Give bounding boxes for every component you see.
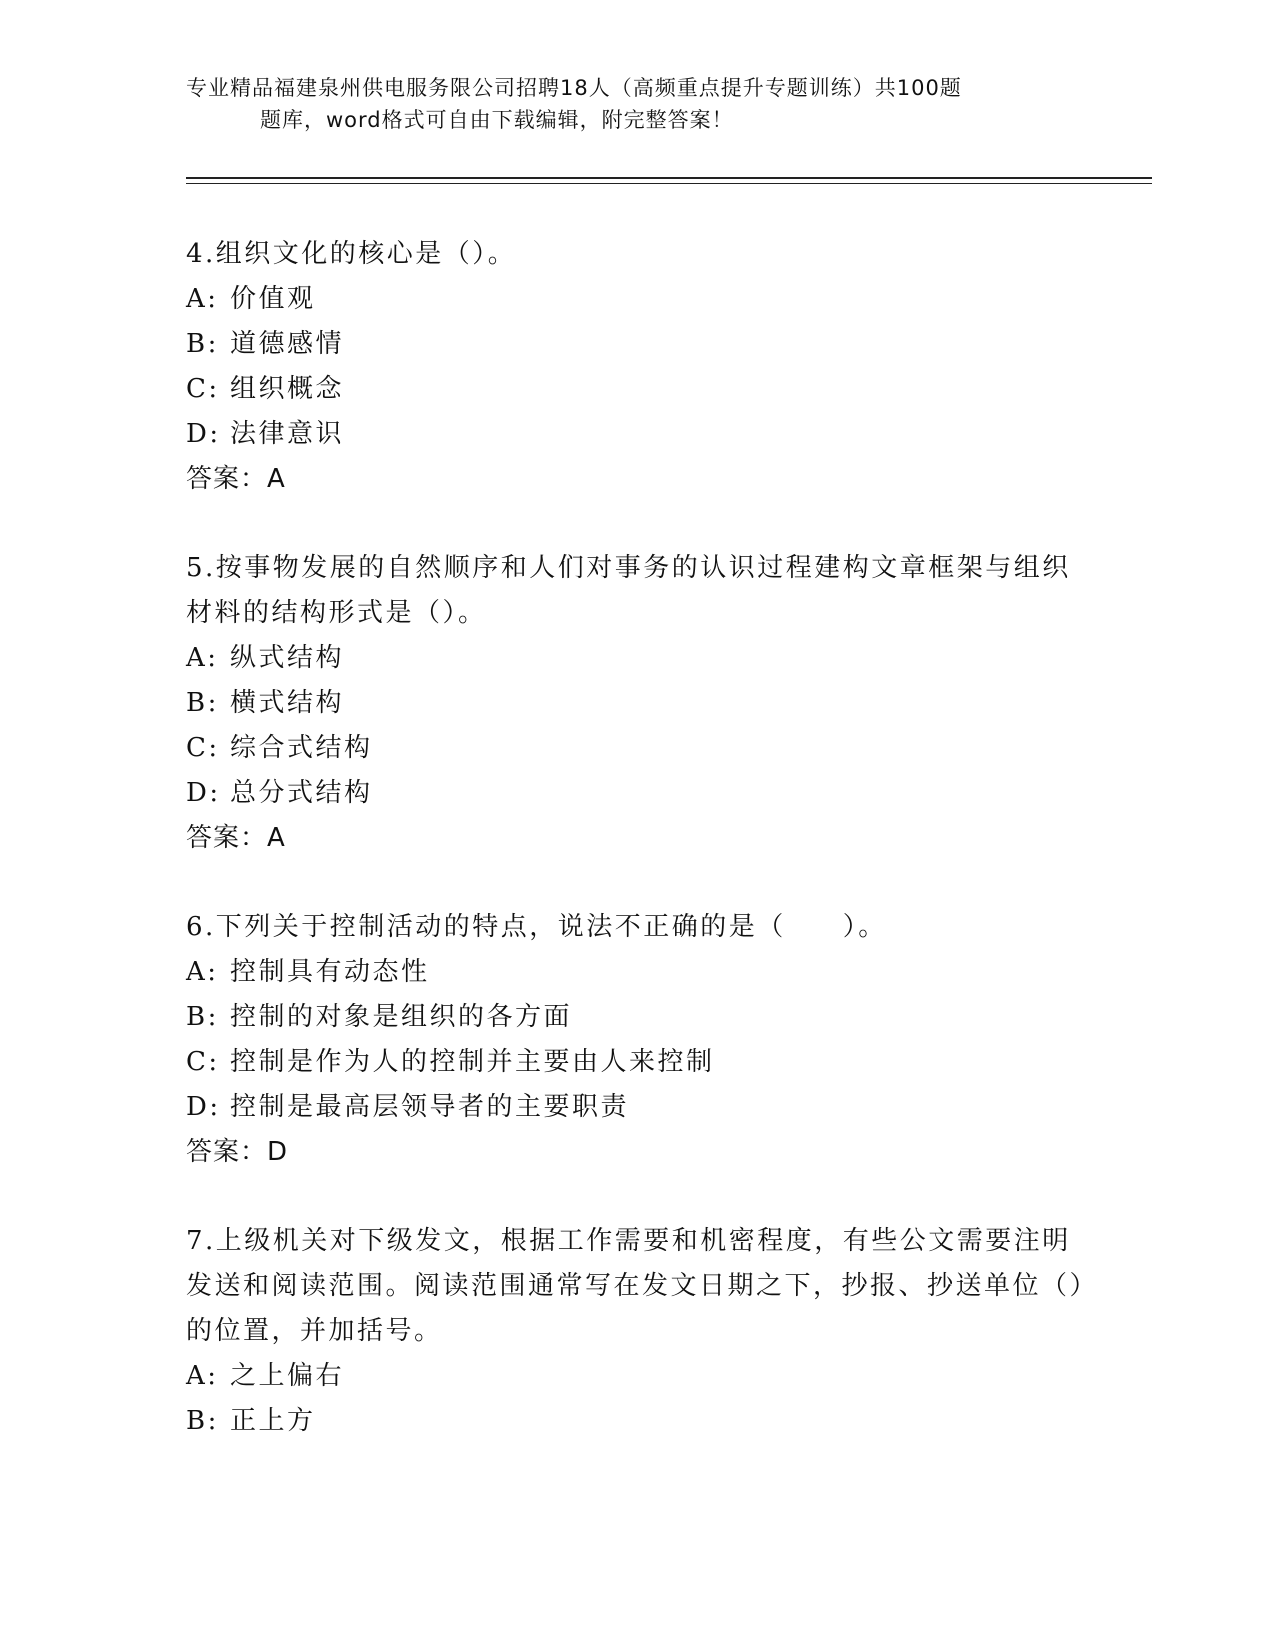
question-7 <box>186 1219 1086 1444</box>
option-b <box>186 322 1086 367</box>
option-text: 横式结构 <box>230 688 345 718</box>
option-text: 控制的对象是组织的各方面 <box>230 1002 573 1032</box>
option-d <box>186 412 1086 457</box>
option-key: C: <box>186 1047 220 1077</box>
option-key: C: <box>186 374 220 404</box>
option-a <box>186 1354 1086 1399</box>
option-text: 控制是最高层领导者的主要职责 <box>230 1092 630 1122</box>
option-key: D: <box>186 1092 221 1122</box>
option-b <box>186 995 1086 1040</box>
option-text: 道德感情 <box>230 329 345 359</box>
option-c <box>186 726 1086 771</box>
option-a <box>186 950 1086 995</box>
option-text: 控制具有动态性 <box>230 957 430 987</box>
option-text: 控制是作为人的控制并主要由人来控制 <box>230 1047 715 1077</box>
header-title-line2: 题库，word格式可自由下载编辑，附完整答案！ <box>260 108 734 132</box>
option-text: 组织概念 <box>230 374 345 404</box>
option-a <box>186 277 1086 322</box>
option-d <box>186 1085 1086 1130</box>
option-text: 价值观 <box>230 284 316 314</box>
option-text: 总分式结构 <box>230 778 373 808</box>
option-key: A: <box>186 284 219 314</box>
option-key: D: <box>186 419 221 449</box>
option-c <box>186 367 1086 412</box>
question-stem: 6.下列关于控制活动的特点，说法不正确的是（ ）。 <box>186 912 887 942</box>
option-key: B: <box>186 1406 219 1436</box>
option-key: D: <box>186 778 221 808</box>
question-5 <box>186 546 1086 861</box>
option-key: C: <box>186 733 220 763</box>
option-a <box>186 636 1086 681</box>
option-key: A: <box>186 957 219 987</box>
answer-line: 答案：A <box>186 823 286 853</box>
option-key: A: <box>186 1361 219 1391</box>
option-text: 正上方 <box>230 1406 316 1436</box>
option-d <box>186 771 1086 816</box>
document-header <box>186 72 1086 136</box>
option-key: B: <box>186 329 219 359</box>
question-list <box>186 232 1086 1488</box>
option-text: 纵式结构 <box>230 643 345 673</box>
header-rule-bottom <box>186 183 1152 184</box>
answer-line: 答案：A <box>186 464 286 494</box>
question-stem: 4.组织文化的核心是（）。 <box>186 239 517 269</box>
question-stem: 7.上级机关对下级发文，根据工作需要和机密程度，有些公文需要注明发送和阅读范围。阅读范围通常写在发文日期之下，抄报、抄送单位（）的位置，并加括号。 <box>186 1226 1086 1346</box>
option-key: B: <box>186 688 219 718</box>
option-text: 之上偏右 <box>230 1361 345 1391</box>
question-stem: 5.按事物发展的自然顺序和人们对事务的认识过程建构文章框架与组织材料的结构形式是（）。 <box>186 553 1071 628</box>
answer-line: 答案：D <box>186 1137 289 1167</box>
question-4 <box>186 232 1086 502</box>
option-key: A: <box>186 643 219 673</box>
option-key: B: <box>186 1002 219 1032</box>
option-b <box>186 681 1086 726</box>
option-text: 综合式结构 <box>230 733 373 763</box>
header-title-line1: 专业精品福建泉州供电服务限公司招聘18人（高频重点提升专题训练）共100题 <box>186 76 962 100</box>
option-text: 法律意识 <box>230 419 345 449</box>
option-b <box>186 1399 1086 1444</box>
option-c <box>186 1040 1086 1085</box>
question-6 <box>186 905 1086 1175</box>
header-rule-top <box>186 177 1152 179</box>
